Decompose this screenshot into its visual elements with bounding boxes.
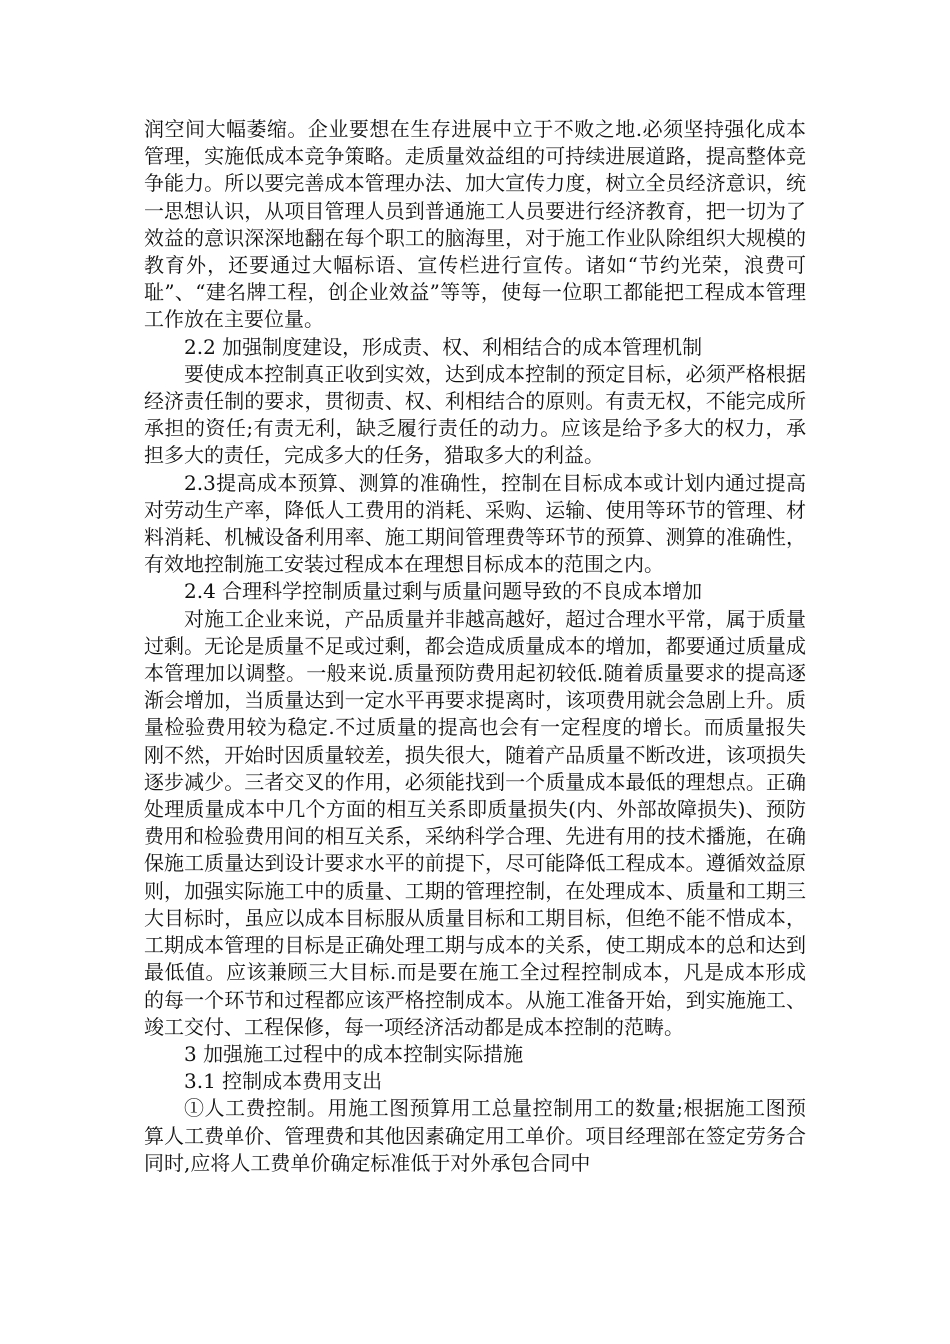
- paragraph-labor-cost: ①人工费控制。用施工图预算用工总量控制用工的数量;根据施工图预算人工费单价、管理费和其他因素确定用工单价。项目经理部在签定劳务合同时,应将人工费单价确定标准低于对外承包合同中: [144, 1096, 806, 1175]
- paragraph-quality-cost: 对施工企业来说，产品质量并非越高越好，超过合理水平常，属于质量过剩。无论是质量不足或过剩，都会造成质量成本的增加，都要通过质量成本管理加以调整。一般来说.质量预防费用起初较低.随着质量要求的提高逐渐会增加，当质量达到一定水平再要求提离时，该项费用就会急剧上升。质量检验费用较为稳定.不过质量的提高也会有一定程度的增长。而质量报失刚不然，开始时因质量较差，损失很大，随着产品质量不断改进，该项损失逐步减少。三者交叉的作用，必须能找到一个质量成本最低的理想点。正确处理质量成本中几个方面的相互关系即质量损失(内、外部故障损失)、预防费用和检验费用间的相互关系，采纳科学合理、先进有用的技术播施，在确保施工质量达到设计要求水平的前提下，尽可能降低工程成本。遵循效益原则，加强实际施工中的质量、工期的管理控制，在处理成本、质量和工期三大目标时，虽应以成本目标服从质量目标和工期目标，但绝不能不惜成本，工期成本管理的目标是正确处理工期与成本的关系，使工期成本的总和达到最低值。应该兼顾三大目标.而是要在施工全过程控制成本，凡是成本形成的每一个环节和过程都应该严格控制成本。从施工准备开始，到实施施工、竣工交付、工程保修，每一项经济活动都是成本控制的范畴。: [144, 606, 806, 1039]
- section-heading-2-4: 2.4 合理科学控制质量过剩与质量问题导致的不良成本增加: [184, 579, 703, 604]
- section-heading-3: 3 加强施工过程中的成本控制实际措施: [184, 1041, 524, 1066]
- paragraph-intro: 润空间大幅萎缩。企业要想在生存进展中立于不败之地.必须坚持强化成本管理，实施低成本竞争策略。走质量效益组的可持续进展道路，提高整体竞争能力。所以要完善成本管理办法、加大宣传力度，树立全员经济意识，统一思想认识，从项目管理人员到普通施工人员要进行经济教育，把一切为了效益的意识深深地翻在每个职工的脑海里，对于施工作业队除组织大规模的教育外，还要通过大幅标语、宣传栏进行宣传。诸如“节约光荣，浪费可耻”、“建名牌工程，创企业效益”等等，使每一位职工都能把工程成本管理工作放在主要位量。: [144, 117, 806, 332]
- section-heading-2-2: 2.2 加强制度建设，形成责、权、利相结合的成本管理机制: [184, 334, 703, 359]
- document-page: [144, 116, 806, 1177]
- section-heading-3-1: 3.1 控制成本费用支出: [184, 1069, 383, 1094]
- paragraph-responsibility: 要使成本控制真正收到实效，达到成本控制的预定目标，必须严格根据经济责任制的要求，贯彻责、权、利相结合的原则。有责无权，不能完成所承担的资任;有责无利，缺乏履行责任的动力。应该是给予多大的权力，承担多大的责任，完成多大的任务，猎取多大的利益。: [144, 361, 806, 468]
- paragraph-budget-accuracy: 2.3提高成本预算、测算的准确性，控制在目标成本或计划内通过提高对劳动生产率，降低人工费用的消耗、采购、运输、使用等环节的管理、材料消耗、机械设备利用率、施工期间管理费等环节的预算、测算的准确性，有效地控制施工安装过程成本在理想目标成本的范围之内。: [144, 470, 806, 577]
